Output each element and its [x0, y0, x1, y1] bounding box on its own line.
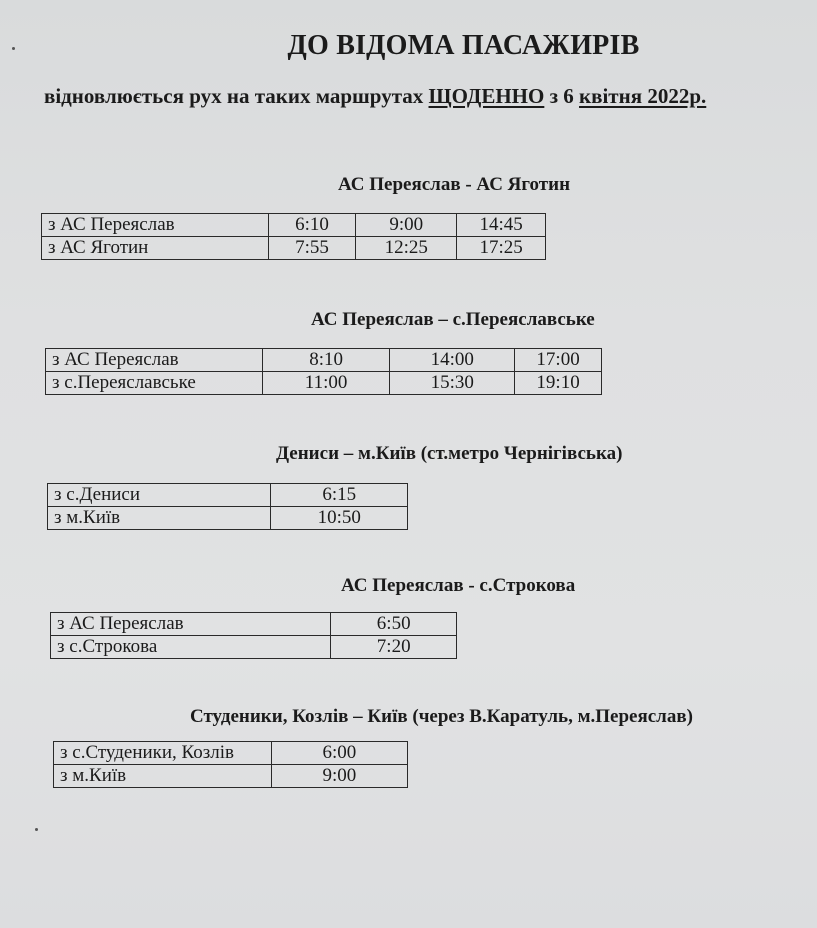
departure-time: 12:25: [356, 237, 457, 260]
route-title-denysy-kyiv: Дениси – м.Київ (ст.метро Чернігівська): [276, 443, 623, 464]
departure-point: з с.Переяславське: [46, 372, 263, 395]
departure-point: з с.Строкова: [51, 636, 331, 659]
route-title-studenyky-kyiv: Студеники, Козлів – Київ (через В.Каратуль, м.Переяслав): [190, 706, 693, 727]
departure-time: 11:00: [262, 372, 390, 395]
departure-time: 14:00: [390, 349, 515, 372]
route-title-pereiaslav-yahotyn: АС Переяслав - АС Яготин: [338, 174, 571, 195]
table-row: [46, 372, 602, 395]
table-row: [48, 507, 408, 530]
route-title-pereiaslav-pereiaslavske: АС Переяслав – с.Переяславське: [311, 309, 595, 330]
schedule-table-pereiaslav-strokova: [50, 612, 457, 659]
departure-time: 9:00: [356, 214, 457, 237]
subtitle-text: відновлюється рух на таких маршрутах: [44, 84, 429, 108]
schedule-table-studenyky-kyiv: [53, 741, 408, 788]
departure-point: з АС Переяслав: [46, 349, 263, 372]
subtitle-daily: ЩОДЕННО: [428, 84, 545, 108]
table-row: [42, 237, 546, 260]
departure-time: 6:50: [331, 613, 457, 636]
departure-time: 17:25: [457, 237, 546, 260]
subtitle-date: квітня 2022р.: [579, 84, 707, 108]
table-row: [42, 214, 546, 237]
departure-point: з м.Київ: [48, 507, 271, 530]
departure-time: 8:10: [262, 349, 390, 372]
schedule-table-denysy-kyiv: [47, 483, 408, 530]
table-row: [54, 742, 408, 765]
table-row: [46, 349, 602, 372]
notice-title: ДО ВІДОМА ПАСАЖИРІВ: [287, 30, 640, 61]
departure-point: з АС Переяслав: [42, 214, 269, 237]
paper-speck: [12, 47, 15, 50]
notice-subtitle: [44, 84, 706, 109]
departure-time: 19:10: [515, 372, 602, 395]
departure-time: 7:55: [268, 237, 356, 260]
subtitle-middle: з 6: [544, 84, 580, 108]
departure-time: 15:30: [390, 372, 515, 395]
schedule-table-pereiaslav-pereiaslavske: [45, 348, 602, 395]
schedule-table-pereiaslav-yahotyn: [41, 213, 546, 260]
route-title-pereiaslav-strokova: АС Переяслав - с.Строкова: [341, 575, 576, 596]
departure-time: 10:50: [271, 507, 408, 530]
departure-point: з АС Переяслав: [51, 613, 331, 636]
departure-time: 14:45: [457, 214, 546, 237]
departure-point: з с.Дениси: [48, 484, 271, 507]
table-row: [48, 484, 408, 507]
table-row: [54, 765, 408, 788]
departure-time: 17:00: [515, 349, 602, 372]
departure-point: з с.Студеники, Козлів: [54, 742, 272, 765]
departure-time: 9:00: [271, 765, 407, 788]
departure-time: 6:00: [271, 742, 407, 765]
table-row: [51, 636, 457, 659]
departure-time: 6:10: [268, 214, 356, 237]
departure-point: з АС Яготин: [42, 237, 269, 260]
paper-speck: [35, 828, 38, 831]
departure-point: з м.Київ: [54, 765, 272, 788]
table-row: [51, 613, 457, 636]
departure-time: 6:15: [271, 484, 408, 507]
departure-time: 7:20: [331, 636, 457, 659]
